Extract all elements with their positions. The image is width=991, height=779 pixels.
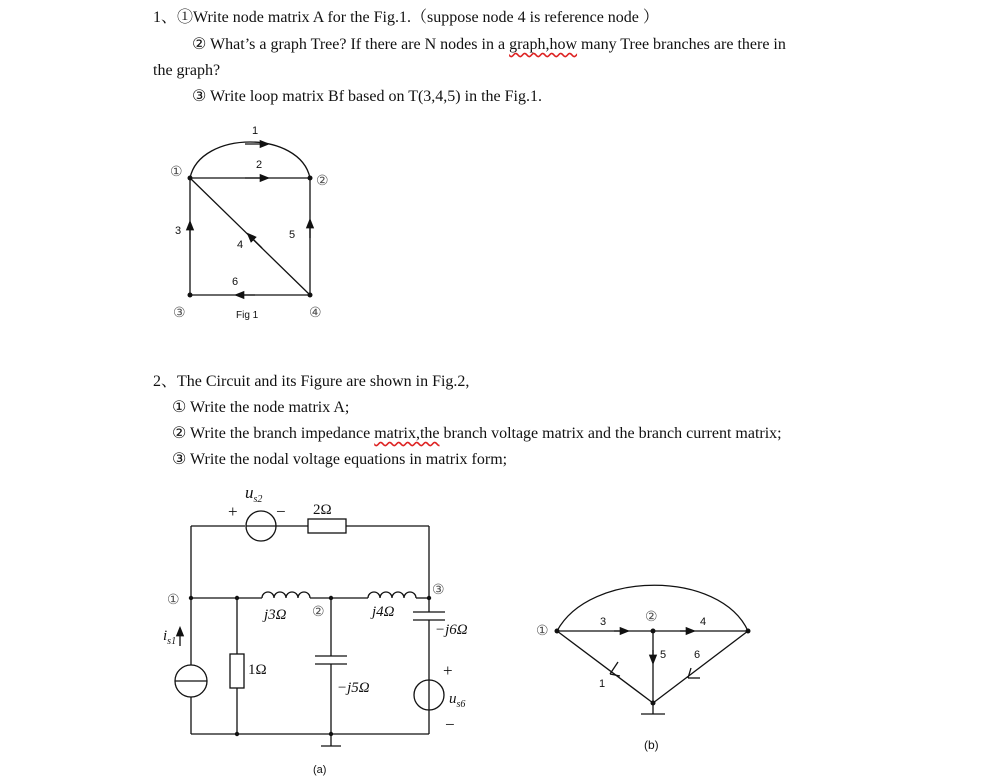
r1-label: 1Ω [248,662,267,678]
r2-label: 2Ω [313,502,332,518]
q2-line1: 2、The Circuit and its Figure are shown in Fig.2, [153,373,470,390]
fig1-label-5: 5 [289,229,296,241]
circuit-dot-n3 [427,596,431,600]
q2-line2: ① Write the node matrix A; [172,399,350,416]
graph-b-label-5: 5 [660,649,667,661]
circuit-node-1: ① [167,593,180,608]
is1-label [163,628,176,647]
fig1-node-4: ④ [309,306,322,321]
circuit-node-3: ③ [432,583,445,598]
q1-line2-part-a: ② What’s a graph Tree? If there are N nodes in a [192,36,510,53]
fig1-arrow-4 [248,234,262,248]
graph-b-arrow-6-a [688,668,691,678]
circuit-caption: (a) [313,764,327,776]
us6-plus: + [443,661,453,680]
graph-b-label-4: 4 [700,616,707,628]
inductor-j4 [368,592,416,598]
graph-b-label-1: 1 [599,678,606,690]
j4-label: j4Ω [372,604,395,620]
fig1-branch-1 [190,142,310,178]
resistor-1ohm [230,654,244,688]
fig1-graph [190,142,310,295]
fig1-node-dot-1 [188,176,193,181]
fig1-node-dot-4 [308,293,313,298]
q2-line3-part-c: branch voltage matrix and the branch current matrix; [439,425,782,442]
is1-label-main: i [163,628,168,644]
graph-b [557,585,748,714]
fig1-node-dot-2 [308,176,313,181]
graph-b-dot-3 [746,629,751,634]
q1-line1: 1、①Write node matrix A for the Fig.1.（suppose node 4 is reference node ） [153,9,659,26]
fig1-node-3: ③ [173,306,186,321]
circuit-dot-a [235,596,239,600]
circuit-dot-b1 [235,732,239,736]
us6-label-main: u [449,691,457,707]
graph-b-branch-1 [557,631,653,703]
q2-line3-part-b: matrix,the [374,425,440,442]
fig1-label-3: 3 [175,225,182,237]
graph-b-label-3: 3 [600,616,607,628]
graph-b-caption: (b) [644,738,659,752]
is1-label-sub: s1 [167,636,177,647]
graph-b-dot-1 [555,629,560,634]
fig1-node-2: ② [316,174,329,189]
circuit-dot-b2 [329,732,333,736]
graph-b-arrow-1-a [610,662,618,674]
fig1-label-2: 2 [256,159,263,171]
graph-b-label-6: 6 [694,649,701,661]
graph-b-branch-6 [653,631,748,703]
fig1-caption: Fig 1 [236,310,259,321]
us6-label [449,691,465,710]
fig1-label-6: 6 [232,276,239,288]
q2-line4: ③ Write the nodal voltage equations in matrix form; [172,451,508,468]
us2-plus: + [228,502,238,521]
fig1-label-1: 1 [252,125,259,137]
circuit-dot-n1 [189,596,193,600]
q2-line3-part-a: ② Write the branch impedance [172,425,375,442]
circuit-dot-n2 [329,596,333,600]
q1-line4: ③ Write loop matrix Bf based on T(3,4,5) in the Fig.1. [192,88,542,105]
q1-line2-part-c: many Tree branches are there in [577,36,786,53]
inductor-j3 [262,592,310,598]
us2-label [245,483,262,505]
resistor-2ohm [308,519,346,533]
cj6-label: −j6Ω [435,622,468,638]
graph-b-node-2: ② [645,610,658,625]
graph-b-dot-4 [651,701,656,706]
circuit-a [175,511,445,746]
cj5-label: −j5Ω [337,680,370,696]
us6-minus: − [445,715,455,734]
graph-b-dot-2 [651,629,656,634]
fig1-label-4: 4 [237,239,244,251]
j3-label: j3Ω [264,607,287,623]
us2-minus: − [276,502,286,521]
circuit-node-2: ② [312,605,325,620]
fig1-node-dot-3 [188,293,193,298]
us6-label-sub: s6 [456,699,466,710]
q1-line3: the graph? [153,62,221,79]
q1-line2-part-b: graph,how [509,36,578,53]
fig1-node-1: ① [170,165,183,180]
graph-b-node-1: ① [536,624,549,639]
us2-label-main: u [245,483,254,502]
us2-label-sub: s2 [253,494,263,505]
